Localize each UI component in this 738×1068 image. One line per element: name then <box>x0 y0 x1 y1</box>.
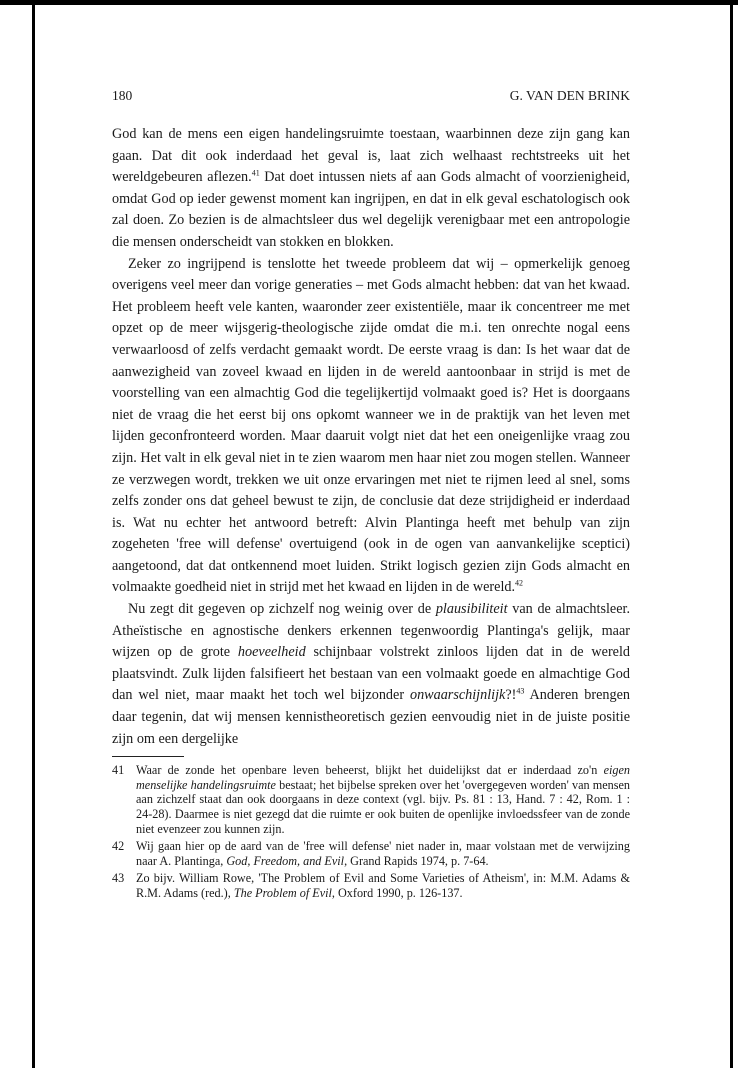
text-run: Zeker zo ingrijpend is tenslotte het tweede probleem dat wij – opmerkelijk genoeg overigens veel meer dan vorige generaties – met Gods almacht hebben: dat van het kwaad. Het probleem heeft vele kanten, waaronder zeer existentiële, maar ik concentreer me met opzet op de meer wijsgerig-theologische zijde omdat die m.i. ten onrechte nogal eens verwaarloosd of zelfs verdacht gemaakt wordt. De eerste vraag is dan: Is het waar dat de aanwezigheid van zoveel kwaad en lijden in de wereld aantoonbaar in strijd is met de voorstelling van een almachtig God die tegelijkertijd volmaakt goed is? Het is doorgaans niet de vraag die het eerst bij ons opkomt wanneer we in de praktijk van het leven met lijden geconfronteerd worden. Maar daaruit volgt niet dat het een oneigenlijke vraag zou zijn. Het valt in elk geval niet in te zien waarom men haar niet zou mogen stellen. Wanneer ze verzwegen wordt, trekken we uit onze ervaringen met niet te rijmen leed al snel, soms zelfs zonder ons dat geheel bewust te zijn, de conclusie dat deze strijdigheid er inderdaad is. Wat nu echter het antwoord betreft: Alvin Plantinga heeft met behulp van zijn zogeheten 'free will defense' overtuigend (ook in de ogen van aanvankelijke sceptici) aangetoond, dat dat ontkennend moet luiden. Strikt logisch gezien zijn Gods almacht en volmaakte goedheid niet in strijd met het kwaad en lijden in de wereld. <box>112 255 630 596</box>
footnote-ref: 43 <box>516 686 525 696</box>
footnote <box>112 763 630 836</box>
text-run: schijnbaar volstrekt zinloos lijden dat in de wereld plaatsvindt. Zulk lijden falsifieert het bestaan van een volmaakt goede en almachtige God dan wel niet, maar maakt het toch wel bijzonder <box>112 644 631 704</box>
emphasis: eigen menselijke handelingsruimte <box>136 763 630 792</box>
scan-border-right <box>730 0 733 1068</box>
text-run: Anderen brengen daar tegenin, dat wij mensen kennistheoretisch gezien eenvoudig niet in de juiste positie zijn om een dergelijke <box>112 687 630 747</box>
text-run: Zo bijv. William Rowe, 'The Problem of Evil and Some Varieties of Atheism', in: M.M. Adams & R.M. Adams (red.), <box>136 871 630 900</box>
text-run: Wij gaan hier op de aard van de 'free will defense' niet nader in, maar volstaan met de verwijzing naar A. Plantinga, <box>136 839 630 868</box>
text-run: , Grand Rapids 1974, p. 7-64. <box>344 853 489 868</box>
footnote-ref: 42 <box>515 578 524 588</box>
text-run: God kan de mens een eigen handelingsruimte toestaan, waarbinnen deze zijn gang kan gaan. Dat dit ook inderdaad het geval is, laat zich welhaast rechtstreeks uit het wereldgebeuren aflezen. <box>112 126 630 186</box>
footnote <box>112 839 630 868</box>
running-head <box>112 88 630 110</box>
footnote <box>112 871 630 900</box>
emphasis: onwaarschijnlijk <box>409 687 506 704</box>
footnote-text <box>136 763 630 836</box>
footnotes <box>112 763 630 900</box>
footnote-number: 41 <box>112 763 125 778</box>
book-page <box>112 88 630 904</box>
footnote-number: 42 <box>112 839 125 854</box>
emphasis: God, Freedom, and Evil <box>226 853 345 868</box>
scan-border-left <box>32 0 35 1068</box>
text-run: van de almachtsleer. Atheïstische en agnostische denkers erkennen tegenwoordig Plantinga's gelijk, maar wijzen op de grote <box>112 601 630 661</box>
text-run: , Oxford 1990, p. 126-137. <box>331 885 463 900</box>
text-run: Dat doet intussen niets af aan Gods almacht of voorzienigheid, omdat God op ieder gewenst moment kan ingrijpen, en dat in elk geval eschatologisch ook zal doen. Zo bezien is de almachtsleer dus wel degelijk verenigbaar met een antropologie die mensen onderscheidt van stokken en blokken. <box>112 169 630 250</box>
footnote-number: 43 <box>112 871 125 886</box>
paragraph <box>112 599 630 750</box>
text-run: bestaat; het bijbelse spreken over het 'overgegeven worden' van mensen aan zichzelf staat dan ook doorgaans in deze context (vgl. bijv. Ps. 81 : 13, Hand. 7 : 42, Rom. 1 : 24-28). Daarmee is niet gezegd dat die ruimte er ook buiten de openlijke invloedssfeer van de zonde niet evenzeer zou kunnen zijn. <box>136 777 630 836</box>
page-number: 180 <box>112 88 133 103</box>
paragraph <box>112 124 630 254</box>
emphasis: plausibiliteit <box>435 601 508 618</box>
emphasis: hoeveelheid <box>237 644 306 661</box>
text-run: Waar de zonde het openbare leven beheerst, blijkt het duidelijkst dat er inderdaad zo'n <box>136 763 604 778</box>
body-text <box>112 124 630 750</box>
footnote-text <box>136 871 630 900</box>
footnote-separator <box>112 756 184 757</box>
footnote-ref: 41 <box>251 168 260 178</box>
scan-border-top <box>0 0 738 5</box>
running-head-author: G. VAN DEN BRINK <box>509 88 630 103</box>
emphasis: The Problem of Evil <box>233 885 332 900</box>
text-run: Nu zegt dit gegeven op zichzelf nog weinig over de <box>128 601 436 618</box>
text-run: ?! <box>505 687 517 704</box>
footnote-text <box>136 839 630 868</box>
paragraph <box>112 254 630 600</box>
